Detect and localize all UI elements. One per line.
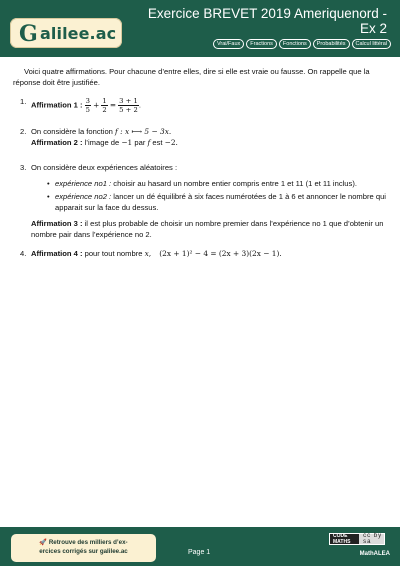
item-number: 3.	[20, 163, 27, 172]
item-text: On considère deux expériences aléatoires :	[31, 163, 178, 172]
period: .	[138, 100, 141, 110]
tag-calcul-litteral[interactable]: Calcul littéral	[352, 39, 391, 49]
affirmation-label: Affirmation 3 :	[31, 219, 83, 228]
license-badge-icon[interactable]: CODE MATHS cc by sa	[329, 533, 385, 545]
galilee-logo[interactable]	[10, 18, 122, 48]
tag-vrai-faux[interactable]: Vrai/Faux	[213, 39, 244, 49]
intro-text: Voici quatre affirmations. Pour chacune d’entre elles, dire si elle est vraie ou fausse. On rappelle que la réponse doit être justifiée.	[13, 67, 370, 87]
tag-fractions[interactable]: Fractions	[246, 39, 277, 49]
affirmation-label: Affirmation 4 :	[31, 249, 83, 258]
experience-1: • expérience no1 : choisir au hasard un nombre entier compris entre 1 et 11 (1 et 11 inclus).	[47, 179, 388, 190]
logo-letter: G	[19, 21, 38, 47]
item-3	[20, 163, 388, 240]
exercise-title: Exercice BREVET 2019 Ameriquenord - Ex 2	[147, 6, 387, 36]
item-number: 4.	[20, 249, 27, 258]
item-1	[20, 97, 388, 114]
item-4: 4. Affirmation 4 : pour tout nombre x, (2x + 1)² − 4 = (2x + 3)(2x − 1).	[20, 249, 282, 258]
item-number: 1.	[20, 97, 27, 106]
identity-formula: (2x + 1)² − 4 = (2x + 3)(2x − 1).	[159, 249, 282, 258]
tag-fonctions[interactable]: Fonctions	[279, 39, 311, 49]
affirmation-3: Affirmation 3 : il est plus probable de choisir un nombre premier dans l’expérience no 1 que d’obtenir un nombre pair dans l’expérience no 2.	[31, 219, 384, 239]
item-2	[20, 127, 388, 148]
equals-sign: =	[109, 100, 117, 110]
fraction-sum: $\frac{3 + 1}{5 + 2}$	[119, 97, 138, 114]
fraction-3-5: $\frac{3}{5}$	[85, 97, 90, 114]
fraction-1-2: $\frac{1}{2}$	[102, 97, 107, 114]
tag-probabilites[interactable]: Probabilités	[313, 39, 350, 49]
function-formula: f : x ⟼ 5 − 3x.	[115, 127, 172, 136]
affirmation-label: Affirmation 2 :	[31, 137, 83, 147]
plus-sign: +	[93, 100, 100, 110]
logo-text: alilee.ac	[40, 24, 117, 43]
page-number: Page 1	[188, 549, 211, 556]
experience-2: • expérience no2 : lancer un dé équilibré à six faces numérotées de 1 à 6 et annoncer le nombre qui apparait sur la face du dessus.	[47, 192, 388, 213]
affirmation-2: Affirmation 2 : l’image de −1 par f est −2.	[31, 137, 178, 147]
item-number: 2.	[20, 127, 27, 136]
promo-banner[interactable]: 🚀 Retrouve des milliers d’ex- ercices corrigés sur galilee.ac	[11, 534, 156, 562]
header	[0, 0, 400, 57]
footer	[0, 527, 400, 566]
mathalea-brand: MathALEA	[359, 551, 390, 557]
tag-list	[213, 39, 391, 49]
affirmation-label: Affirmation 1 :	[31, 100, 83, 110]
function-definition: On considère la fonction f : x ⟼ 5 − 3x.	[31, 127, 172, 136]
